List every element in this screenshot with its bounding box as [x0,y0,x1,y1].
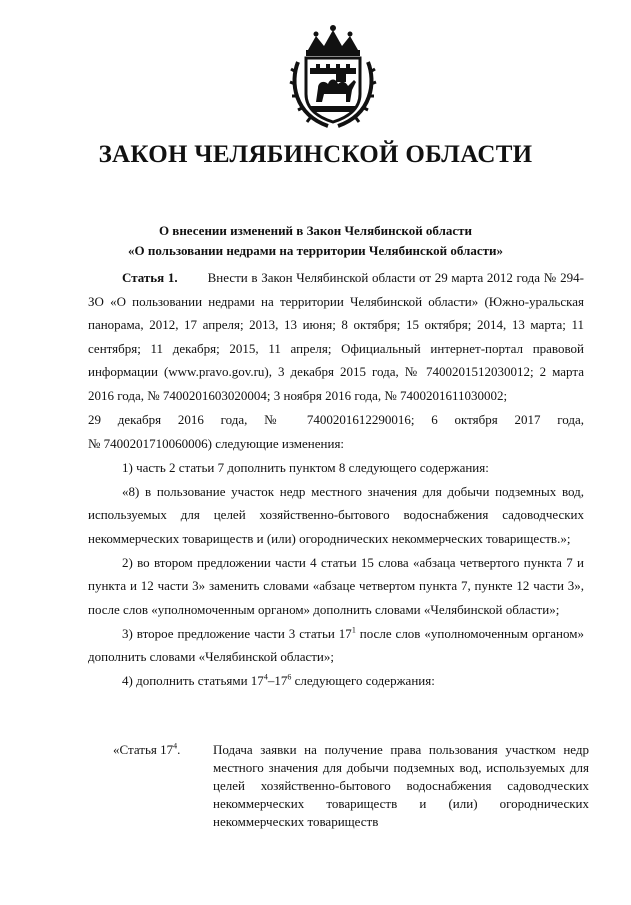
item-4-superscript-2: 6 [287,672,292,682]
subtitle-line-2: «О пользовании недрами на территории Челябинской области» [128,243,503,258]
article-1-label: Статья 1. [122,270,178,285]
article-1-intro [88,266,584,407]
item-1: 1) часть 2 статьи 7 дополнить пунктом 8 следующего содержания: [122,459,489,475]
document-title: ЗАКОН ЧЕЛЯБИНСКОЙ ОБЛАСТИ [98,141,533,168]
item-3-superscript: 1 [351,625,356,635]
article-17-4-text: Подача заявки на получение права пользования участком недр местного значения для добычи подземных вод, используемых для целей хозяйственно-бытового водоснабжения садоводческих некоммерческих товариществ и (или) огороднических некоммерческих товариществ [213,742,589,829]
item-3-text-b: после слов «уполномоченным органом» дополнить словами «Челябинской области»; [88,625,584,664]
document-subtitle [60,221,571,261]
article-17-4-label-text: «Статья 17 [113,742,174,757]
item-4-superscript-1: 4 [263,672,268,682]
item-1-quote: «8) в пользование участок недр местного значения для добычи подземных вод, используемых для целей хозяйственно-бытового водоснабжения садоводческих некоммерческих товариществ и (или) огороднических некоммерческих товариществ.»; [88,483,584,546]
article-17-4-label-dot: . [177,742,181,757]
item-3-text-a: 3) второе предложение части 3 статьи 17 [122,625,352,641]
document-body [88,266,584,693]
article-17-4-label [113,741,180,759]
article-1-intro-text: Внести в Закон Челябинской области от 29 марта 2012 года № 294-ЗО «О пользовании недрами на территории Челябинской области» (Южно-уральская панорама, 2012, 17 апреля; 2013, 13 июня; 8 октября; 15 октября; 2014, 13 марта; 11 сентября; 11 декабря; 2015, 11 апреля; Официальный интернет-портал правовой информации (www.pravo.gov.ru), 3 декабря 2015 года, № 7400201512030012; 2 марта 2016 года, № 7400201603020004; 3 ноября 2016 года, № 7400201611030002; [88,270,585,403]
article-1-intro-end: № 7400201710060006) следующие изменения: [88,435,345,451]
item-4-text-b: следующего содержания: [291,673,435,688]
article-17-4-label-sup: 4 [173,741,178,751]
item-2: 2) во втором предложении части 4 статьи 15 слова «абзаца четвертого пункта 7 и пункта и 12 части 3» заменить словами «абзаце четвертом пункта 7, пункте 12 части 3», после слов «уполномоченным органом» дополнить словами «Челябинской области»; [88,554,584,617]
item-4 [88,669,584,693]
item-4-dash: –17 [267,673,288,688]
subtitle-line-1: О внесении изменений в Закон Челябинской области [158,223,473,238]
item-3 [88,622,584,669]
article-1-intro-line: 29 декабря 2016 года, № 7400201612290016; 6 октября 2017 года, [88,411,584,427]
coat-of-arms-icon [288,22,378,132]
item-4-text-a: 4) дополнить статьями 17 [122,673,264,688]
